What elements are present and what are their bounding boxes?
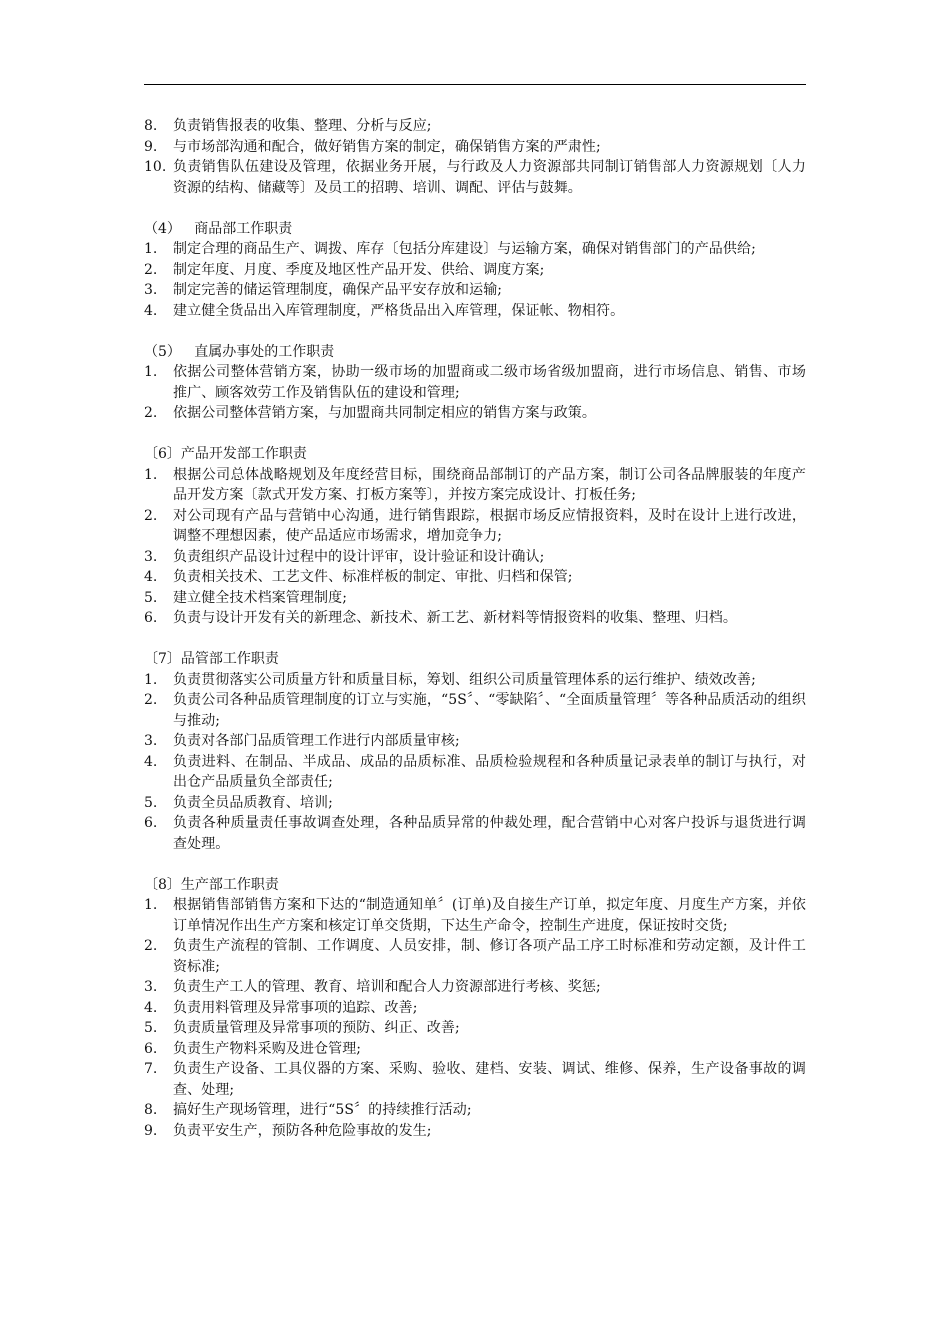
- list-item: [144, 1121, 806, 1142]
- list-item-number: 3.: [144, 979, 158, 995]
- list-item: [144, 260, 806, 281]
- list-item-text: 建立健全货品出入库管理制度，严格货品出入库管理，保证帐、物相符。: [173, 302, 625, 319]
- list-item-number: 7.: [144, 1061, 158, 1077]
- header-rule: [144, 84, 806, 85]
- list-item-text: 负责生产设备、工具仪器的方案、采购、验收、建档、安装、调试、维修、保养，生产设备事故的调查、处理;: [173, 1061, 806, 1098]
- list-item-text: 制定合理的商品生产、调拨、库存〔包括分库建设〕与运输方案，确保对销售部门的产品供给;: [173, 241, 756, 257]
- list-item-number: 5.: [144, 794, 158, 811]
- section-heading: （5） 直属办事处的工作职责: [144, 343, 335, 360]
- list-item-text: 负责生产工人的管理、教育、培训和配合人力资源部进行考核、奖惩;: [173, 979, 601, 995]
- list-item: [144, 157, 806, 198]
- list-item-text: 负责各种质量责任事故调查处理，各种品质异常的仲裁处理，配合营销中心对客户投诉与退货进行调查处理。: [173, 815, 806, 852]
- list-item-number: 1.: [144, 241, 158, 257]
- list-item-text: 负责贯彻落实公司质量方针和质量目标，筹划、组织公司质量管理体系的运行维护、绩效改善;: [173, 671, 756, 688]
- list-item-number: 2.: [144, 261, 158, 278]
- list-item-number: 6.: [144, 1040, 158, 1057]
- list-item: [144, 977, 806, 998]
- section-5: [144, 875, 806, 1142]
- list-item-text: 与市场部沟通和配合，做好销售方案的制定，确保销售方案的严肃性;: [173, 138, 601, 155]
- list-item-number: 4.: [144, 753, 158, 770]
- list-item: [144, 362, 806, 403]
- section-1: [144, 219, 806, 322]
- list-item-text: 根据销售部销售方案和下达的“制造通知单〞(订单)及自接生产订单，拟定年度、月度生产方案，并依订单情况作出生产方案和核定订单交货期，下达生产命令，控制生产进度，保证按时交货;: [173, 897, 806, 934]
- list-item-text: 负责销售报表的收集、整理、分析与反应;: [173, 118, 432, 134]
- list-item-number: 4.: [144, 302, 158, 319]
- section-heading: 〔6〕产品开发部工作职责: [144, 446, 307, 462]
- list-item: [144, 1039, 806, 1060]
- list-item-text: 对公司现有产品与营销中心沟通，进行销售跟踪，根据市场反应情报资料，及时在设计上进行改进，调整不理想因素，使产品适应市场需求，增加竞争力;: [173, 507, 806, 544]
- list-item-number: 2.: [144, 507, 158, 524]
- list-item: [144, 1059, 806, 1100]
- list-item-number: 5.: [144, 589, 158, 606]
- list-item-number: 1.: [144, 364, 158, 380]
- section-heading: （4） 商品部工作职责: [144, 220, 293, 237]
- list-item-text: 搞好生产现场管理，进行“5S〞的持续推行活动;: [173, 1102, 472, 1118]
- list-item-text: 负责用料管理及异常事项的追踪、改善;: [173, 999, 418, 1016]
- list-item-text: 负责公司各种品质管理制度的订立与实施，“5S〞、“零缺陷〞、“全面质量管理〞等各种品质活动的组织与推动;: [173, 692, 806, 729]
- list-item-text: 负责组织产品设计过程中的设计评审，设计验证和设计确认;: [173, 548, 545, 565]
- list-item-text: 建立健全技术档案管理制度;: [173, 589, 348, 606]
- list-item-number: 2.: [144, 405, 158, 421]
- list-item-number: 3.: [144, 282, 158, 298]
- list-item-text: 制定完善的储运管理制度，确保产品平安存放和运输;: [173, 282, 503, 298]
- list-item-number: 1.: [144, 897, 158, 913]
- list-item-number: 9.: [144, 1122, 158, 1139]
- list-item: [144, 301, 806, 322]
- list-item: [144, 670, 806, 691]
- list-item-text: 负责与设计开发有关的新理念、新技术、新工艺、新材料等情报资料的收集、整理、归档。: [173, 610, 737, 626]
- list-item-text: 依据公司整体营销方案，协助一级市场的加盟商或二级市场省级加盟商，进行市场信息、销售、市场推广、顾客效劳工作及销售队伍的建设和管理;: [173, 364, 806, 401]
- list-item: [144, 280, 806, 301]
- list-item-text: 负责生产流程的管制、工作调度、人员安排，制、修订各项产品工序工时标准和劳动定额，及计件工资标准;: [173, 938, 806, 975]
- list-item-text: 负责平安生产，预防各种危险事故的发生;: [173, 1122, 432, 1139]
- list-item: [144, 998, 806, 1019]
- list-item-number: 2.: [144, 692, 158, 708]
- list-item: [144, 239, 806, 260]
- section-heading: 〔8〕生产部工作职责: [144, 876, 279, 893]
- section-0: [144, 116, 806, 198]
- list-item: [144, 936, 806, 977]
- list-item: [144, 895, 806, 936]
- list-item: [144, 116, 806, 137]
- list-item-number: 3.: [144, 548, 158, 565]
- list-item-text: 负责销售队伍建设及管理，依据业务开展，与行政及人力资源部共同制订销售部人力资源规划〔人力资源的结构、储藏等〕及员工的招聘、培训、调配、评估与鼓舞。: [173, 159, 806, 196]
- list-item-number: 5.: [144, 1020, 158, 1036]
- list-item-number: 6.: [144, 610, 158, 626]
- section-4: [144, 649, 806, 854]
- list-item-text: 负责生产物料采购及进仓管理;: [173, 1040, 362, 1057]
- list-item: [144, 137, 806, 158]
- list-item-number: 8.: [144, 118, 158, 134]
- list-item: [144, 506, 806, 547]
- list-item: [144, 465, 806, 506]
- list-item-number: 3.: [144, 733, 158, 749]
- list-item: [144, 588, 806, 609]
- list-item-text: 根据公司总体战略规划及年度经营目标，围绕商品部制订的产品方案，制订公司各品牌服装的年度产品开发方案〔款式开发方案、打板方案等〕，并按方案完成设计、打板任务;: [173, 466, 806, 503]
- list-item: [144, 608, 806, 629]
- list-item: [144, 690, 806, 731]
- document-body: [144, 116, 806, 1141]
- list-item-number: 2.: [144, 938, 158, 954]
- list-item: [144, 731, 806, 752]
- section-heading: 〔7〕品管部工作职责: [144, 651, 279, 667]
- section-3: [144, 444, 806, 629]
- list-item-number: 6.: [144, 815, 158, 831]
- list-item-number: 8.: [144, 1102, 158, 1118]
- list-item: [144, 567, 806, 588]
- section-2: [144, 342, 806, 424]
- list-item-number: 10.: [144, 159, 167, 175]
- list-item-number: 1.: [144, 671, 158, 688]
- list-item: [144, 793, 806, 814]
- list-item: [144, 752, 806, 793]
- list-item-number: 9.: [144, 138, 158, 155]
- list-item-text: 依据公司整体营销方案，与加盟商共同制定相应的销售方案与政策。: [173, 405, 596, 421]
- list-item: [144, 403, 806, 424]
- list-item-text: 制定年度、月度、季度及地区性产品开发、供给、调度方案;: [173, 261, 545, 278]
- list-item: [144, 547, 806, 568]
- list-item: [144, 1018, 806, 1039]
- list-item-text: 负责对各部门品质管理工作进行内部质量审核;: [173, 733, 460, 749]
- list-item-text: 负责质量管理及异常事项的预防、纠正、改善;: [173, 1020, 460, 1036]
- list-item-number: 4.: [144, 999, 158, 1016]
- list-item-text: 负责进料、在制品、半成品、成品的品质标准、品质检验规程和各种质量记录表单的制订与执行，对出仓产品质量负全部责任;: [173, 753, 806, 790]
- list-item-text: 负责全员品质教育、培训;: [173, 794, 333, 811]
- list-item-number: 1.: [144, 466, 158, 483]
- list-item-number: 4.: [144, 569, 158, 585]
- list-item: [144, 1100, 806, 1121]
- list-item-text: 负责相关技术、工艺文件、标准样板的制定、审批、归档和保管;: [173, 569, 573, 585]
- list-item: [144, 813, 806, 854]
